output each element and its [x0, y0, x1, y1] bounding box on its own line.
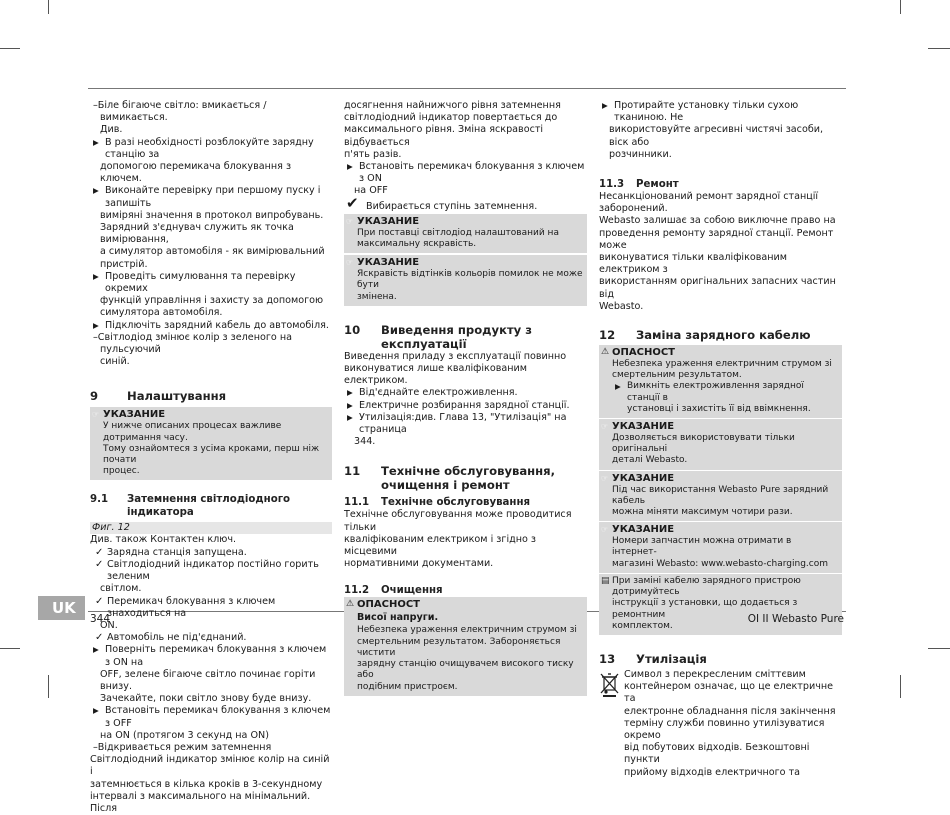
text-line: на ON (протягом 3 секунд на ON) [100, 729, 269, 741]
step-item: ▶ Проведіть симулювання та перевірку окремих [90, 271, 332, 295]
danger-text: Небезпека ураження електричним струмом зі [612, 359, 832, 370]
danger-title: ОПАСНОСТ [612, 347, 675, 359]
note-text: Тому ознайомтеся з усіма кроками, перш ніж почати [103, 443, 320, 466]
section-title: Затемнення світлодіодного індикатора [127, 494, 291, 519]
section-title: Виведення продукту з [381, 322, 533, 337]
hand-icon: ☞ [601, 422, 609, 432]
danger-title: ОПАСНОСТ [357, 599, 420, 611]
danger-box [344, 597, 587, 695]
hand-icon: ☞ [601, 473, 609, 483]
check-item: ✓ Перемикач блокування з ключем знаходиться на [90, 596, 332, 620]
text-line: Несанкціонований ремонт зарядної станції [599, 191, 819, 203]
crossed-bin-icon [599, 671, 621, 697]
column-1 [90, 100, 332, 815]
book-icon: ▤ [601, 575, 610, 586]
crop-mark [48, 0, 49, 14]
text-line: заборонений. [599, 203, 668, 215]
note-title: УКАЗАНИЕ [103, 409, 166, 421]
danger-text: подібним пристроєм. [357, 681, 458, 692]
note-text: Дозволяється використовувати тільки оригінальні [612, 433, 795, 455]
note-title: УКАЗАНИЕ [612, 472, 675, 484]
subsection-heading [344, 496, 587, 509]
text-line: допомогою перемикача блокування з ключем. [100, 161, 292, 185]
info-box [599, 574, 842, 635]
hand-icon: ☞ [92, 410, 100, 420]
text-line: кваліфікованим електриком і згідно з місцевими [344, 533, 537, 558]
text-line: виміряні значення в протокол випробувань. [100, 209, 324, 221]
text-line: синій. [100, 356, 130, 368]
text-line: максимального рівня. Зміна яскравості відбувається [344, 124, 544, 148]
disposal-block [599, 669, 842, 779]
text-line: проведення ремонту зарядної станції. Ремонт може [599, 227, 834, 251]
warning-icon: ⚠ [601, 347, 610, 358]
text-line: Зачекайте, поки світло знову буде внизу. [100, 693, 312, 705]
crop-mark [928, 648, 950, 649]
subsection-heading [599, 178, 842, 191]
header-rule [88, 88, 846, 89]
text-line: контейнером означає, що це електричне та [624, 681, 834, 705]
section-title: Ремонт [636, 179, 679, 191]
column-3 [599, 100, 842, 779]
page-number: 344 [90, 613, 111, 625]
step-item: ▶ Протирайте установку тільки сухою тканиною. Не [599, 100, 842, 124]
text-line: використовуйте агресивні чистячі засоби, віск або [609, 124, 824, 148]
note-text: змінена. [357, 291, 397, 302]
note-text: процес. [103, 466, 140, 477]
note-text: магазині Webasto: www.webasto-charging.com [612, 558, 828, 569]
info-text: інструкції з установки, що додається з ремонтним [612, 598, 798, 620]
section-title: Заміна зарядного кабелю [636, 328, 811, 343]
section-number: 10 [344, 322, 361, 337]
step-item: ▶ Електричне розбирання зарядної станції. [344, 400, 587, 412]
step-item: ▶ Утилізація:див. Глава 13, "Утилізація" на страница [344, 412, 587, 436]
text-line: Символ з перекресленим сміттєвим [624, 668, 806, 680]
section-heading [344, 323, 587, 351]
note-box [90, 407, 332, 480]
text-line: Світлодіодний індикатор змінює колір на синій і [90, 754, 330, 778]
text-line: Див. також Контактен ключ. [90, 534, 237, 546]
section-number: 11.2 [344, 585, 370, 597]
text-line: виконуватися лише кваліфікованим електриком. [344, 363, 527, 387]
hand-icon: ☞ [601, 525, 609, 535]
section-title: експлуатації [381, 336, 467, 351]
text-line: затемнюється в кілька кроків в 3-секундному [90, 778, 323, 790]
step-item: ▶ Встановіть перемикач блокування з ключем з OFF [90, 705, 332, 729]
text-line: використанням оригінальних запасних частин від [599, 276, 836, 300]
section-title: Технічне обслуговування, [381, 464, 556, 479]
note-title: УКАЗАНИЕ [357, 215, 420, 227]
check-item: ✓ Зарядна станція запущена. [90, 547, 332, 559]
text-line: –Біле бігаюче світло: вмикається / вимикається. [93, 100, 267, 124]
text-line: Виведення приладу з експлуатації повинно [344, 350, 567, 362]
info-text: При заміні кабелю зарядного пристрою дотримуйтесь [612, 575, 801, 598]
step-item: ▶ Встановіть перемикач блокування з ключем з ON [344, 161, 587, 185]
section-number: 9.1 [90, 494, 109, 506]
figure-reference: Фиг. 12 [90, 522, 332, 534]
note-text: При поставці світлодіод налаштований на [357, 227, 559, 238]
danger-box [599, 345, 842, 418]
language-tab: UK [38, 596, 85, 620]
text-line: п'ять разів. [344, 148, 402, 160]
result-text: Вибирається ступінь затемнення. [366, 200, 538, 212]
text-line: Технічне обслуговування може проводитися тільки [344, 509, 572, 533]
section-heading [599, 328, 842, 342]
subsection-heading [90, 493, 332, 519]
note-box [344, 214, 587, 253]
text-line: а симулятор автомобіля - як вимірювальний [100, 246, 325, 258]
text-line: досягнення найнижчого рівня затемнення [344, 100, 561, 111]
note-title: УКАЗАНИЕ [612, 421, 675, 433]
note-text: У нижче описаних процесах важливе дотримання часу. [103, 421, 282, 443]
section-number: 12 [599, 328, 616, 343]
crop-mark [900, 675, 901, 698]
note-text: максимальну яскравість. [357, 239, 477, 250]
section-title: Очищення [381, 585, 443, 597]
step-item: ▶ Від'єднайте електроживлення. [344, 387, 587, 399]
section-number: 9 [90, 389, 99, 404]
column-2 [344, 100, 587, 696]
step-item: ▶ В разі необхідності розблокуйте зарядну станцію за [90, 137, 332, 161]
section-title: Технічне обслуговування [381, 497, 531, 509]
subsection-heading [344, 584, 587, 597]
text-line: 344. [354, 436, 376, 448]
warning-icon: ⚠ [346, 599, 355, 610]
text-line: Webasto. [599, 300, 644, 312]
hand-icon: ☞ [346, 216, 354, 226]
text-line: Webasto залишає за собою виключне право на [599, 215, 836, 227]
text-line: від побутових відходів. Безкоштовні пункти [624, 742, 810, 766]
section-number: 13 [599, 651, 616, 666]
text-line: пристрій. [100, 258, 148, 270]
text-line: виконуватися тільки кваліфікованим електриком з [599, 252, 788, 276]
text-line: на OFF [354, 185, 388, 197]
check-item: ✓ Автомобіль не під'єднаний. [90, 632, 332, 644]
danger-text: Небезпека ураження електричним струмом зі [357, 625, 577, 636]
text-line: OFF, зелене бігаюче світло починає горіти внизу. [100, 668, 316, 692]
text-line: нормативними документами. [344, 558, 494, 570]
step-item: ▶ Поверніть перемикач блокування з ключем з ON на [90, 644, 332, 668]
section-number: 11 [344, 464, 361, 479]
text-line: розчинники. [609, 148, 672, 160]
danger-text: зарядну станцію очищувачем високого тиску або [357, 659, 574, 681]
checkmark-icon: ✔ [346, 193, 359, 212]
text-line: функцій управління і захисту за допомогою [100, 295, 324, 307]
text-line: Див. [100, 124, 123, 136]
section-title: Утилізація [636, 651, 707, 666]
hand-icon: ☞ [346, 258, 354, 268]
text-line: електронне обладнання після закінчення [624, 705, 836, 717]
danger-text: установці і захистіть її від ввімкнення. [627, 403, 811, 414]
section-title: Налаштування [127, 389, 227, 404]
crop-mark [0, 48, 20, 49]
info-text: комплектом. [612, 620, 673, 631]
text-line: світлом. [100, 583, 142, 595]
danger-text: смертельним результатом. [612, 370, 742, 381]
section-heading [90, 389, 332, 403]
note-text: Номери запчастин можна отримати в інтернет- [612, 536, 792, 558]
danger-text: смертельним результатом. Забороняється чистити [357, 636, 561, 658]
document-title: OI II Webasto Pure [747, 613, 844, 625]
text-line: –Світлодіод змінює колір з зеленого на пульсуючий [93, 331, 292, 356]
section-heading [344, 464, 587, 492]
step-item: ▶ Вимкніть електроживлення зарядної станції в [612, 381, 838, 403]
check-item: ✓ Світлодіодний індикатор постійно горить зеленим [90, 559, 332, 583]
note-title: УКАЗАНИЕ [612, 524, 675, 536]
section-heading [599, 652, 842, 666]
step-item: ▶ Виконайте перевірку при першому пуску і запишіть [90, 185, 332, 209]
note-text: Під час використання Webasto Pure зарядний кабель [612, 484, 829, 506]
note-title: УКАЗАНИЕ [357, 257, 420, 269]
text-line: світлодіодний індикатор повертається до [344, 112, 558, 124]
note-box [344, 255, 587, 306]
note-box [599, 419, 842, 470]
crop-mark [900, 0, 901, 14]
crop-mark [928, 48, 950, 49]
note-box [599, 522, 842, 573]
note-box [599, 471, 842, 522]
text-line: Зарядний з'єднувач служить як точка вимірювання, [100, 222, 294, 246]
crop-mark [48, 675, 49, 698]
section-number: 11.1 [344, 497, 370, 509]
danger-subtitle: Висої напруги. [357, 612, 439, 624]
note-text: Яскравість відтінків кольорів помилок не може бути [357, 269, 583, 291]
step-item: ▶ Підключіть зарядний кабель до автомобіля. [90, 320, 332, 332]
section-title: очищення і ремонт [381, 478, 510, 493]
text-line: інтервалі з максимального на мінімальний. Після [90, 790, 311, 814]
section-number: 11.3 [599, 179, 625, 191]
text-line: –Відкривається режим затемнення [93, 741, 272, 753]
text-line: ON. [100, 619, 118, 631]
result-item [344, 193, 587, 213]
note-text: можна міняти максимум чотири рази. [612, 507, 793, 518]
text-line: терміну служби повинно утилізуватися окремо [624, 717, 825, 741]
text-line: прийому відходів електричного та [624, 766, 801, 778]
crop-mark [0, 648, 20, 649]
text-line: симулятора автомобіля. [100, 307, 223, 319]
note-text: деталі Webasto. [612, 455, 688, 466]
